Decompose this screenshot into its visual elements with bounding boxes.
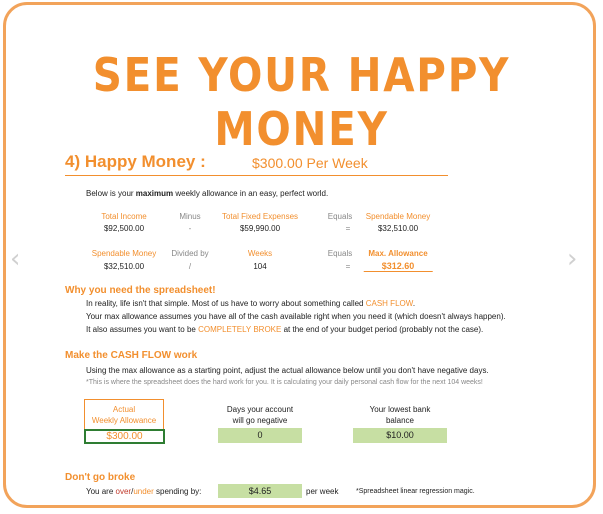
cash-flow-highlight: CASH FLOW (365, 299, 413, 308)
equals-label-2: Equals (327, 249, 353, 258)
minus-sign: - (188, 224, 192, 233)
completely-broke-highlight: COMPLETELY BROKE (198, 325, 282, 334)
lowest-balance-label-2: balance (385, 416, 415, 425)
section-divider (65, 175, 448, 176)
actual-label-2: Weekly Allowance (91, 416, 157, 425)
actual-allowance-input[interactable]: $300.00 (84, 429, 165, 444)
total-income-label: Total Income (101, 212, 147, 221)
weeks-value[interactable]: 104 (253, 262, 267, 271)
intro-bold: maximum (135, 189, 174, 198)
max-allowance-label: Max. Allowance (368, 249, 428, 258)
spendable-money-label: Spendable Money (365, 212, 431, 221)
lowest-balance-value: $10.00 (353, 428, 447, 443)
over-under-text (86, 487, 201, 496)
dont-go-broke-title: Don't go broke (65, 472, 136, 483)
negative-days-label-2: will go negative (232, 416, 288, 425)
intro-pre: Below is your (86, 189, 136, 198)
prev-arrow-icon[interactable]: ‹ (10, 244, 21, 274)
over-word: over (115, 487, 132, 496)
weeks-label: Weeks (247, 249, 273, 258)
headline: SEE YOUR HAPPY MONEY (92, 48, 511, 156)
negative-days-value: 0 (218, 428, 302, 443)
why-line-2: Your max allowance assumes you have all of the cash available right when you need it (which doesn't always happen). (86, 312, 506, 321)
happy-money-amount: $300.00 Per Week (252, 155, 368, 171)
equals-sign-2: = (345, 262, 351, 271)
max-allowance-value[interactable]: $312.60 (364, 261, 433, 272)
over-under-value: $4.65 (218, 484, 302, 498)
next-arrow-icon[interactable]: › (567, 244, 578, 274)
why-line-3-pre: It also assumes you want to be (86, 325, 199, 334)
cash-flow-title: Make the CASH FLOW work (65, 350, 198, 361)
cash-flow-note: *This is where the spreadsheet does the hard work for you. It is calculating your daily personal cash flow for the next 104 weeks! (86, 379, 483, 386)
why-line-1-post: . (412, 299, 416, 308)
regression-note: *Spreadsheet linear regression magic. (356, 488, 475, 495)
per-week-label: per week (306, 487, 339, 496)
cash-flow-line-1: Using the max allowance as a starting point, adjust the actual allowance below until you don't have negative days. (86, 366, 489, 375)
why-line-3 (86, 325, 483, 334)
why-line-1 (86, 299, 415, 308)
intro-text (86, 189, 328, 198)
actual-label-1: Actual (112, 405, 136, 414)
why-title: Why you need the spreadsheet! (65, 285, 216, 296)
divide-sign: / (188, 262, 192, 271)
intro-post: weekly allowance in an easy, perfect world. (173, 189, 329, 198)
minus-label: Minus (179, 212, 201, 221)
fixed-expenses-value[interactable]: $59,990.00 (239, 224, 281, 233)
negative-days-label-1: Days your account (226, 405, 294, 414)
divided-by-label: Divided by (171, 249, 209, 258)
over-under-post: spending by: (153, 487, 202, 496)
spendable-money-label-2: Spendable Money (91, 249, 157, 258)
spendable-money-value-2[interactable]: $32,510.00 (103, 262, 145, 271)
fixed-expenses-label: Total Fixed Expenses (221, 212, 299, 221)
why-line-3-post: at the end of your budget period (probably not the case). (281, 325, 484, 334)
equals-sign: = (345, 224, 351, 233)
lowest-balance-label-1: Your lowest bank (369, 405, 431, 414)
happy-money-title: 4) Happy Money : (65, 152, 206, 171)
spendable-money-value[interactable]: $32,510.00 (377, 224, 419, 233)
why-line-1-pre: In reality, life isn't that simple. Most of us have to worry about something called (86, 299, 366, 308)
total-income-value[interactable]: $92,500.00 (103, 224, 145, 233)
over-under-slash: / (131, 487, 134, 496)
under-word: under (133, 487, 154, 496)
over-under-pre: You are (86, 487, 116, 496)
equals-label: Equals (327, 212, 353, 221)
